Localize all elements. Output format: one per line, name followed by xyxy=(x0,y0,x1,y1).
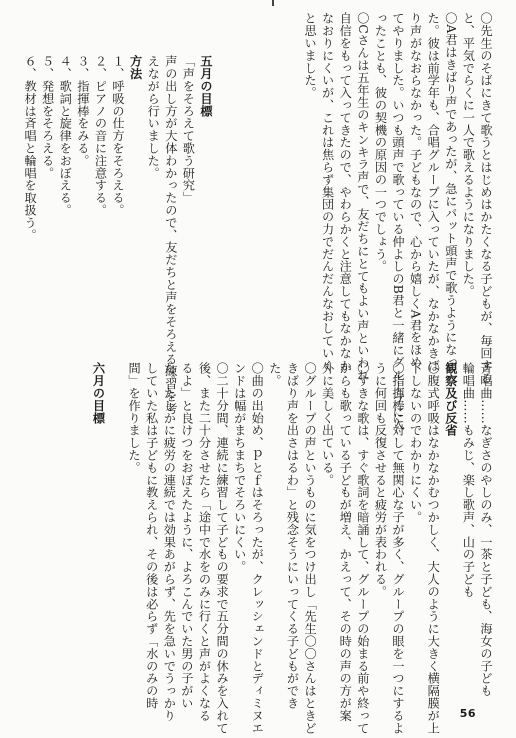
section-heading: 方法 xyxy=(128,55,143,80)
text-line: していた私は子どもに教えられ、その後は必らず「水のみの時 xyxy=(144,362,159,710)
text-line: 後、また二十分させたら「途中で水をのみに行くと声がよくなる xyxy=(197,362,212,722)
section-heading: 観察及び反省 xyxy=(443,362,458,437)
text-line: 〇Cさんは五年生のキンキラ声で、友だちにとてもよい声といわれ xyxy=(355,12,370,382)
list-item: ４、歌詞と旋律をおぼえる。 xyxy=(58,55,73,217)
text-line: 「声をそろえて歌う研究」 xyxy=(181,55,196,204)
scan-mark xyxy=(272,0,274,6)
text-line: 〇指揮棒に対して無関心な子が多く、グループの眼を一つにするよ xyxy=(391,362,406,734)
text-line: えながら行いました。 xyxy=(146,55,161,179)
text-line: 〇二十分間、連続に練習して子どもの要求で五分間の休みを入れて xyxy=(215,362,230,734)
text-line: うに何回も反復させると疲労が表われる。 xyxy=(373,362,388,598)
text-line: きばり声を出さはるわ」と残念そうにいってくる子どもができ xyxy=(285,362,300,710)
text-line: と、平気でらくに一人で歌えるようになりました。 xyxy=(461,12,476,298)
column-spacer xyxy=(107,362,125,682)
list-item: ６、教材は斉唱と輪唱を取扱う。 xyxy=(23,55,38,241)
text-line: 間」を作りました。 xyxy=(127,362,142,474)
text-line: 〇先生のそばにきて歌うとはじめはかたくなる子どもが、毎回する xyxy=(479,12,493,384)
text-line: 〇すきな歌は、すぐ歌詞を暗誦して、グループの始まる前や終って xyxy=(355,362,370,734)
text-line: 下しないのでわかりにくい。 xyxy=(408,362,423,524)
page-number: 56 xyxy=(459,707,476,720)
list-item: ３、指揮棒をみる。 xyxy=(75,55,90,167)
text-line: た。彼は前学年も、合唱グループに入っていたが、なかなかきば xyxy=(426,12,441,372)
text-line: てやりました。いつも頭声で歌っている仲よしのB君と一緒にグループに入 xyxy=(391,12,406,431)
text-line: 〇グループの声というものに気をつけ出し「先生〇〇さんはときど xyxy=(303,362,318,734)
text-line: 〇A君はきばり声であったが、急にパット頭声で歌うようになっ xyxy=(443,12,458,369)
text-line: 斉唱曲……なぎさのやしのみ、一茶と子ども、海女の子ども xyxy=(479,362,493,697)
section-heading: 五月の目標 xyxy=(199,55,213,117)
text-line: た。 xyxy=(267,362,282,387)
text-line: からも歌っている子どもが増え、かえって、その時の声の方が案 xyxy=(338,362,353,722)
text-line: 声の出し方が大体わかったので、友だちと声をそろえる練習を考 xyxy=(163,55,178,415)
text-line: るよ」と良けつをおぼえたように、よろこんでいた男の子がい xyxy=(179,362,194,710)
list-item: ５、発想をそろえる。 xyxy=(40,55,55,179)
text-line: 輪唱曲……もみじ、楽し歌声、山の子ども xyxy=(461,362,476,598)
text-line: 〇曲の出始め、ｐとｆはそろったが、クレッシェンドとディミヌエ xyxy=(250,362,265,734)
list-item: １、呼吸の仕方をそろえる。 xyxy=(111,55,126,217)
text-line: ンドは幅がまちまちでそろいにくい。 xyxy=(232,362,247,573)
text-line: 外に美しく出ている。 xyxy=(320,362,335,486)
text-line: と思いました。 xyxy=(303,12,318,99)
text-line: なおりにくいが、これは焦らず集団の力でだんだんなおしていく xyxy=(320,12,335,372)
text-line: た。たしかに疲労の連続では効果あがらず、先を急いでうっかり xyxy=(162,362,177,722)
text-line: 〇腹式呼吸はなかなかむつかしく、大人のように大きく横隔膜が上 xyxy=(426,362,441,734)
text-line: 自信をもって入ってきたので、やわらかくと注意してもなかなか xyxy=(338,12,353,372)
text-line: ったことも、彼の契機の原因の一つでしょう。 xyxy=(373,12,388,273)
list-item: ２、ピアノの音に注意する。 xyxy=(93,55,108,217)
text-line: り声がなおらなかった。子どもなので、心から嬉しくA君をほめ xyxy=(408,12,423,369)
section-heading: 六月の目標 xyxy=(91,362,106,424)
